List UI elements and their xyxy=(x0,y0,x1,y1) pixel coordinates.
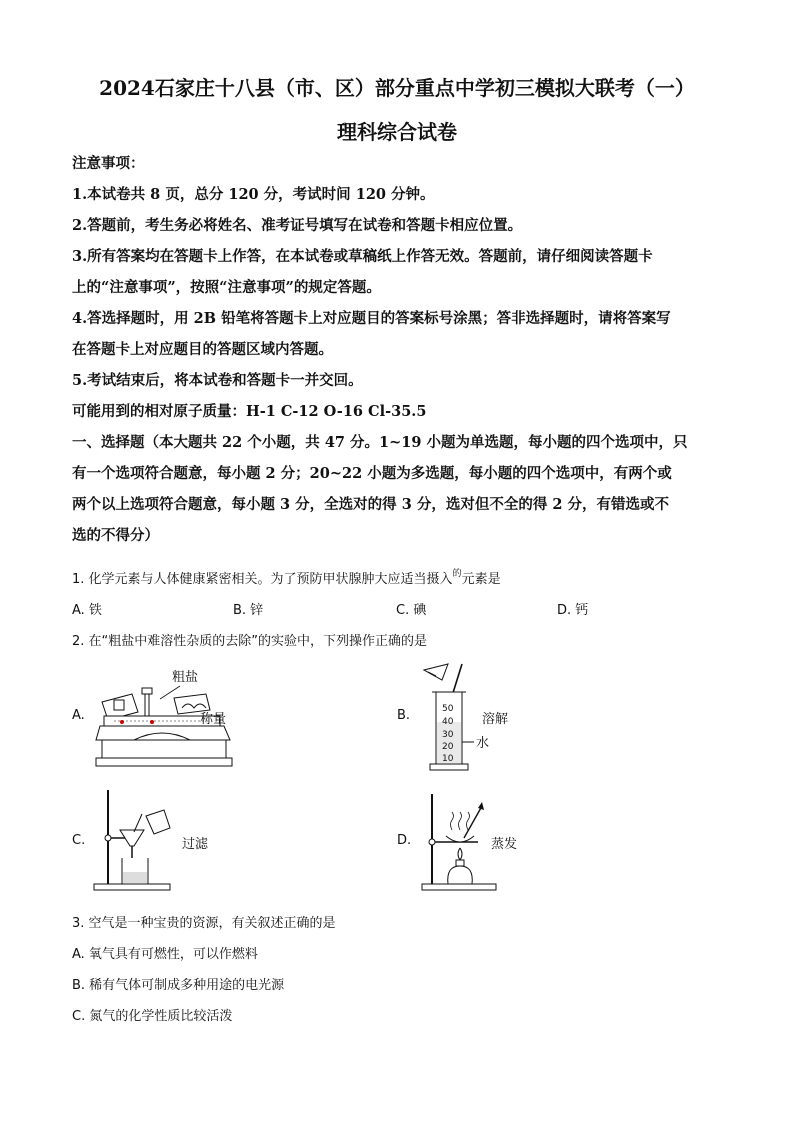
question-1-stem xyxy=(72,566,501,587)
note-2: 2.答题前，考生务必将姓名、准考证号填写在试卷和答题卡相应位置。 xyxy=(72,217,523,234)
dissolve-label: 溶解 xyxy=(482,712,509,727)
tick-50: 50 xyxy=(442,704,454,714)
evaporation-figure xyxy=(418,790,498,892)
q2-option-c: C. xyxy=(72,833,86,848)
q1-stem-text: 1. 化学元素与人体健康紧密相关。为了预防甲状腺肿大应适当摄入 xyxy=(72,572,453,587)
notes-heading: 注意事项： xyxy=(72,155,145,172)
evaporate-label: 蒸发 xyxy=(491,837,518,852)
filter-label: 过滤 xyxy=(182,837,209,852)
q1-option-a: A. 铁 xyxy=(72,603,102,618)
note-5: 5.考试结束后，将本试卷和答题卡一并交回。 xyxy=(72,372,363,389)
q3-option-c: C. 氮气的化学性质比较活泼 xyxy=(72,1009,233,1024)
section-line-2: 有一个选项符合题意，每小题 2 分；20~22 小题为多选题，每小题的四个选项中，有两个或 xyxy=(72,465,672,482)
exam-subtitle: 理科综合试卷 xyxy=(337,120,457,144)
q1-option-d: D. 钙 xyxy=(557,603,589,618)
q3-option-b: B. 稀有气体可制成多种用途的电光源 xyxy=(72,978,285,993)
q1-option-c: C. 碘 xyxy=(396,603,427,618)
weighing-label: 称量 xyxy=(200,712,227,727)
section-line-4: 选的不得分） xyxy=(72,527,159,544)
note-3-line2: 上的“注意事项”，按照“注意事项”的规定答题。 xyxy=(72,279,381,296)
section-line-3: 两个以上选项符合题意，每小题 3 分，全选对的得 3 分，选对但不全的得 2 分，有错选或不 xyxy=(72,496,670,513)
atomic-masses: 可能用到的相对原子质量：H-1 C-12 O-16 Cl-35.5 xyxy=(72,403,427,420)
note-1: 1.本试卷共 8 页，总分 120 分，考试时间 120 分钟。 xyxy=(72,186,435,203)
note-3-line1: 3.所有答案均在答题卡上作答，在本试卷或草稿纸上作答无效。答题前，请仔细阅读答题卡 xyxy=(72,248,653,265)
section-line-1: 一、选择题（本大题共 22 个小题，共 47 分。1~19 小题为单选题，每小题的四个选项中，只 xyxy=(72,434,688,451)
q2-option-b: B. xyxy=(397,708,411,723)
filtration-figure xyxy=(92,788,182,894)
q2-option-a: A. xyxy=(72,708,85,723)
tick-40: 40 xyxy=(442,717,454,727)
q1-superscript-mark: 的 xyxy=(452,569,462,579)
tick-20: 20 xyxy=(442,742,454,752)
tick-30: 30 xyxy=(442,730,454,740)
note-4-line1: 4.答选择题时，用 2B 铅笔将答题卡上对应题目的答案标号涂黑；答非选择题时，请将答案写 xyxy=(72,310,671,327)
q1-stem-tail: 元素是 xyxy=(461,572,501,587)
q3-option-a: A. 氧气具有可燃性，可以作燃料 xyxy=(72,947,258,962)
crude-salt-label: 粗盐 xyxy=(172,670,199,685)
question-2-stem: 2. 在“粗盐中难溶性杂质的去除”的实验中，下列操作正确的是 xyxy=(72,634,428,649)
water-label: 水 xyxy=(476,736,490,751)
q1-option-b: B. 锌 xyxy=(233,603,264,618)
q2-option-d: D. xyxy=(397,833,412,848)
exam-title: 2024石家庄十八县（市、区）部分重点中学初三模拟大联考（一） xyxy=(99,76,695,100)
question-3-stem: 3. 空气是一种宝贵的资源，有关叙述正确的是 xyxy=(72,916,336,931)
tick-10: 10 xyxy=(442,754,454,764)
note-4-line2: 在答题卡上对应题目的答题区域内答题。 xyxy=(72,341,333,358)
